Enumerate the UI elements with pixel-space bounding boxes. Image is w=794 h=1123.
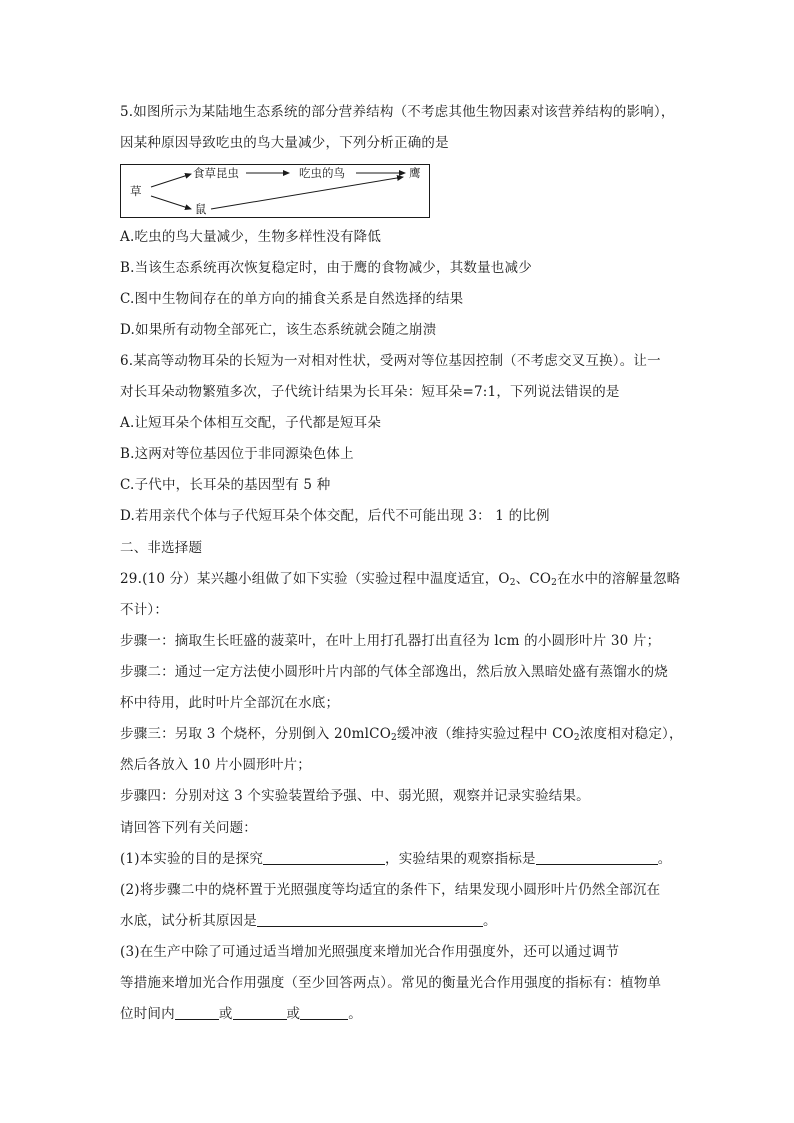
arrow-grass-insect (151, 174, 191, 187)
arrow-mouse-hawk (211, 177, 403, 209)
q29-sub1: (1)本实验的目的是探究 ，实验结果的观察指标是 。 (120, 851, 672, 867)
q6-option-c: C.子代中，长耳朵的基因型有 5 种 (120, 477, 331, 493)
answer-blank-6[interactable] (300, 1005, 348, 1020)
q5-stem-line2: 因某种原因导致吃虫的鸟大量减少，下列分析正确的是 (120, 135, 449, 151)
node-hawk: 鹰 (409, 166, 421, 180)
q29-stem-line1: 29.(10 分）某兴趣小组做了如下实验（实验过程中温度适宜，$O_2$、$CO_2$在水中的溶解量忽略 (120, 571, 681, 588)
node-mouse: 鼠 (195, 202, 207, 216)
node-bird: 吃虫的鸟 (299, 166, 345, 180)
q29-sub3-line3: 位时间内 或 或 。 (120, 1006, 362, 1022)
q29-step2-line2: 杯中待用，此时叶片全部沉在水底； (120, 695, 340, 711)
q29-sub2-line1: (2)将步骤二中的烧杯置于光照强度等均适宜的条件下，结果发现小圆形叶片仍然全部沉在 (120, 882, 661, 898)
answer-blank-4[interactable] (175, 1005, 219, 1020)
q29-sub3-line1: (3)在生产中除了可通过适当增加光照强度来增加光合作用强度外，还可以通过调节 (120, 944, 620, 960)
q29-sub3-line2: 等措施来增加光合作用强度（至少回答两点）。常见的衡量光合作用强度的指标有：植物单 (120, 975, 662, 991)
q6-stem-line1: 6.某高等动物耳朵的长短为一对相对性状，受两对等位基因控制（不考虑交叉互换）。让一 (120, 353, 661, 369)
q6-option-d: D.若用亲代个体与子代短耳朵个体交配，后代不可能出现 3： 1 的比例 (120, 508, 550, 524)
q5-option-b: B.当该生态系统再次恢复稳定时，由于鹰的食物减少，其数量也减少 (120, 260, 532, 276)
q29-stem-line2: 不计）： (120, 602, 169, 618)
q29-step2-line1: 步骤二：通过一定方法使小圆形叶片内部的气体全部逸出，然后放入黑暗处盛有蒸馏水的烧 (120, 664, 668, 680)
q29-step1: 步骤一：摘取生长旺盛的菠菜叶，在叶上用打孔器打出直径为 lcm 的小圆形叶片 30 片； (120, 633, 661, 649)
q29-prompt: 请回答下列有关问题： (120, 820, 257, 836)
q29-step3-line1: 步骤三：另取 3 个烧杯，分别倒入 20mlCO$_2$缓冲液（维持实验过程中 $CO_2$浓度相对稳定）， (120, 726, 683, 743)
q5-option-a: A.吃虫的鸟大量减少，生物多样性没有降低 (120, 229, 382, 245)
answer-blank-2[interactable] (536, 850, 658, 865)
node-insect: 食草昆虫 (193, 166, 239, 180)
q5-stem-line1: 5.如图所示为某陆地生态系统的部分营养结构（不考虑其他生物因素对该营养结构的影响）， (120, 104, 675, 120)
food-web-diagram (120, 164, 430, 218)
q5-option-c: C.图中生物间存在的单方向的捕食关系是自然选择的结果 (120, 291, 464, 307)
q6-option-b: B.这两对等位基因位于非同源染色体上 (120, 446, 354, 462)
answer-blank-1[interactable] (263, 850, 385, 865)
arrow-grass-mouse (151, 196, 191, 209)
q29-step4: 步骤四：分别对这 3 个实验装置给予强、中、弱光照，观察并记录实验结果。 (120, 788, 590, 804)
q29-step3-line2: 然后各放入 10 片小圆形叶片； (120, 757, 311, 773)
answer-blank-3[interactable] (257, 912, 483, 927)
q6-stem-line2: 对长耳朵动物繁殖多次，子代统计结果为长耳朵：短耳朵=7:1，下列说法错误的是 (120, 384, 620, 400)
answer-blank-5[interactable] (233, 1005, 287, 1020)
food-web-arrows (121, 165, 431, 219)
node-grass: 草 (130, 184, 142, 198)
q6-option-a: A.让短耳朵个体相互交配，子代都是短耳朵 (120, 415, 382, 431)
q29-sub2-line2: 水底，试分析其原因是 。 (120, 913, 497, 929)
section-title: 二、非选择题 (120, 540, 203, 556)
q5-option-d: D.如果所有动物全部死亡，该生态系统就会随之崩溃 (120, 322, 437, 338)
